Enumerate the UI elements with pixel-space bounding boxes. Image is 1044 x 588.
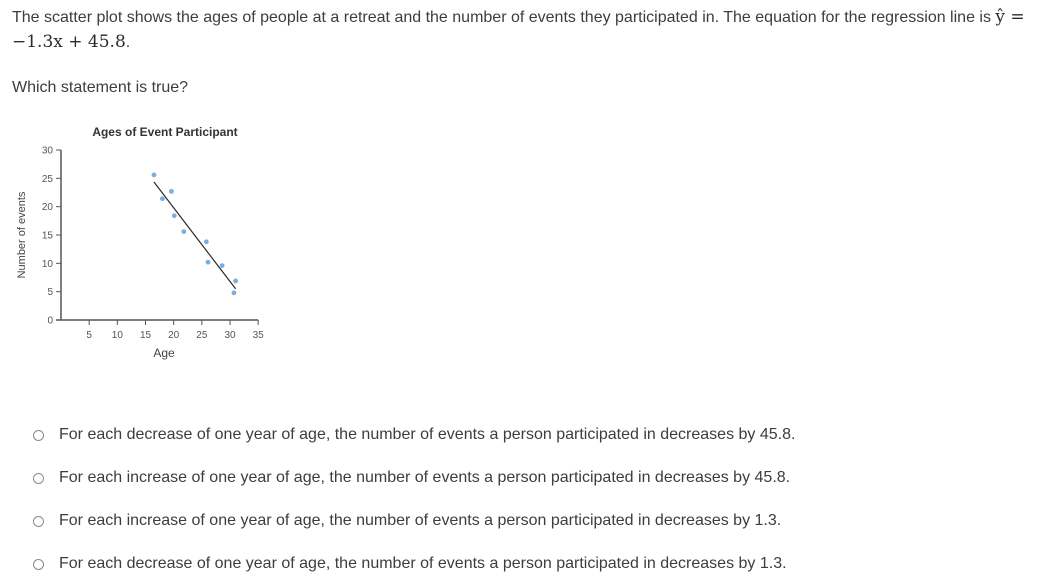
- radio-button[interactable]: [33, 430, 44, 441]
- data-point: [206, 260, 211, 265]
- data-point: [160, 196, 165, 201]
- option-label: For each decrease of one year of age, the number of events a person participated in decreases by 1.3.: [59, 555, 787, 572]
- option-4[interactable]: [33, 549, 787, 579]
- x-tick-label: 35: [252, 330, 264, 341]
- data-point: [232, 290, 237, 295]
- option-label: For each decrease of one year of age, the number of events a person participated in decreases by 45.8.: [59, 426, 796, 443]
- data-point: [181, 229, 186, 234]
- y-tick-label: 0: [47, 315, 53, 327]
- y-tick-label: 25: [41, 173, 53, 185]
- option-2[interactable]: [33, 463, 790, 493]
- data-point: [233, 279, 238, 284]
- question-prompt: Which statement is true?: [12, 79, 189, 96]
- y-tick-label: 10: [41, 258, 53, 270]
- scatter-plot-svg: [0, 115, 280, 370]
- option-1[interactable]: [33, 420, 795, 450]
- x-tick-label: 15: [139, 330, 152, 341]
- x-tick-label: 25: [196, 330, 208, 341]
- y-tick-label: 30: [41, 145, 53, 157]
- option-label: For each increase of one year of age, the number of events a person participated in decreases by 1.3.: [59, 512, 782, 529]
- option-label: For each increase of one year of age, the number of events a person participated in decreases by 45.8.: [59, 469, 791, 486]
- x-tick-label: 10: [111, 330, 123, 341]
- radio-button[interactable]: [33, 516, 44, 527]
- y-axis-label: Number of events: [16, 191, 28, 279]
- chart-title: Ages of Event Participant: [92, 125, 238, 139]
- question-intro: The scatter plot shows the ages of people at a retreat and the number of events they participated in. The equation for the regression line is: [12, 9, 991, 26]
- regression-line: [154, 182, 236, 289]
- question-text: The scatter plot shows the ages of people at a retreat and the number of events they participated in. The equation for the regression line is ŷ = −1.3x + 45.8.: [12, 7, 1025, 52]
- radio-button[interactable]: [33, 473, 44, 484]
- scatter-chart: [0, 115, 280, 370]
- x-axis-label: Age: [153, 346, 175, 360]
- regression-equation: ŷ = −1.3x + 45.8: [12, 7, 1025, 52]
- data-point: [172, 213, 177, 218]
- data-point: [169, 189, 174, 194]
- data-point: [204, 239, 209, 244]
- option-3[interactable]: [33, 506, 781, 536]
- radio-button[interactable]: [33, 559, 44, 570]
- y-tick-label: 15: [41, 230, 53, 242]
- y-tick-label: 5: [47, 287, 53, 299]
- data-point: [152, 173, 157, 178]
- x-tick-label: 30: [224, 330, 236, 341]
- data-point: [220, 263, 225, 268]
- x-tick-label: 5: [86, 330, 92, 341]
- x-tick-label: 20: [168, 330, 180, 341]
- y-tick-label: 20: [41, 202, 53, 214]
